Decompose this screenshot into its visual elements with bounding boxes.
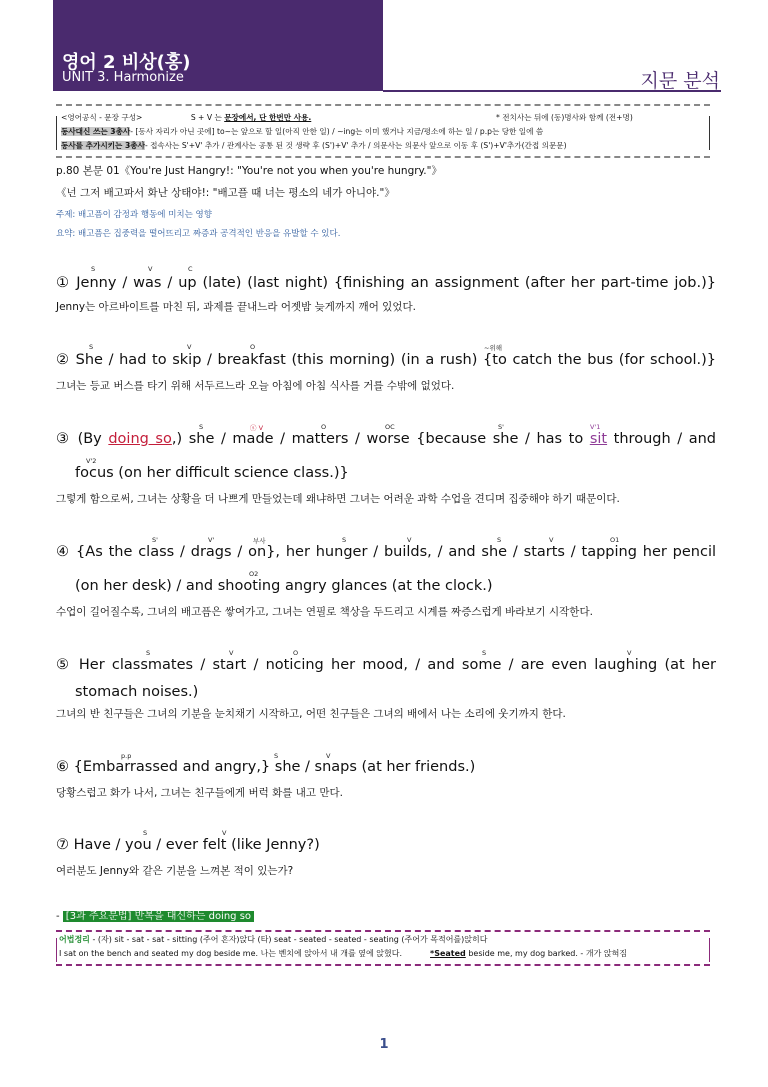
annotation: S bbox=[89, 343, 94, 351]
vocab-label: 어법정리 bbox=[59, 935, 90, 944]
guide-line-3 bbox=[61, 140, 567, 151]
annotation: S bbox=[482, 649, 487, 657]
passage-summary: 요약: 배고픔은 집중력을 떨어뜨리고 짜증과 공격적인 반응을 유발할 수 있다. bbox=[56, 229, 341, 239]
vocab-line-2 bbox=[59, 948, 627, 959]
annotation: O1 bbox=[610, 536, 620, 544]
annotation: ⓢ V bbox=[250, 424, 264, 432]
sentence-6: ⑥ {Embarrassed and angry,} she / snaps (at her friends.) bbox=[56, 759, 476, 775]
page-number: 1 bbox=[379, 1037, 389, 1052]
sentence-3-part: through / and bbox=[607, 431, 716, 447]
annotation: V bbox=[407, 536, 412, 544]
translation-6: 당황스럽고 화가 나서, 그녀는 친구들에게 버럭 화를 내고 만다. bbox=[56, 787, 343, 799]
vocab-left-bar bbox=[56, 938, 57, 962]
translation-3: 그렇게 함으로써, 그녀는 상황을 더 나쁘게 만들었는데 왜냐하면 그녀는 어려운 과학 수업을 견디며 집중해야 하기 때문이다. bbox=[56, 493, 620, 505]
sentence-7: ⑦ Have / you / ever felt (like Jenny?) bbox=[56, 837, 320, 853]
annotation: V bbox=[549, 536, 554, 544]
annotation: O2 bbox=[249, 570, 259, 578]
sentence-3 bbox=[56, 422, 716, 456]
page-title: 영어 2 비상(홍) bbox=[62, 52, 191, 73]
annotation: V bbox=[187, 343, 192, 351]
vocab-example-1: I sat on the bench and seated my dog beside me. 나는 벤치에 앉아서 내 개를 옆에 앉혔다. bbox=[59, 949, 403, 958]
unit-label: UNIT 3. Harmonize bbox=[62, 70, 184, 85]
sentence-4-continued: (on her desk) / and shooting angry glances (at the clock.) bbox=[75, 578, 493, 594]
annotation: O bbox=[321, 423, 327, 431]
guide-line-2 bbox=[61, 126, 543, 137]
sentence-5: ⑤ Her classmates / start / noticing her mood, / and some / are even laughing (at her bbox=[56, 657, 716, 673]
annotation: V bbox=[627, 649, 632, 657]
guide-text-2: - [동사 자리가 아닌 곳에] to~는 앞으로 할 일(아직 안한 일) / ~ing는 이미 했거나 지금/평소에 하는 일 / p.p는 당한 일에 씀 bbox=[130, 127, 544, 136]
guide-highlight-2: 동사를 추가시키는 3총사 bbox=[61, 141, 145, 150]
doing-so-highlight: doing so bbox=[108, 431, 172, 447]
grammar-label: [3과 주요문법] 반복을 대신하는 doing so bbox=[63, 911, 254, 922]
grammar-guide-box bbox=[56, 104, 710, 158]
annotation: ~위해 bbox=[484, 344, 503, 352]
vocab-seated-word: *Seated bbox=[430, 949, 466, 958]
sentence-3-continued: focus (on her difficult science class.)} bbox=[75, 465, 349, 481]
sit-highlight: sit bbox=[589, 431, 608, 447]
annotation: O bbox=[293, 649, 299, 657]
sentence-2: ② She / had to skip / breakfast (this morning) (in a rush) {to catch the bus (for school.)} bbox=[56, 352, 716, 368]
vocab-text-1: - (자) sit - sat - sat - sitting (주어 혼자)앉다 (타) seat - seated - seated - seating (주어가 목적어를)앉히다 bbox=[89, 935, 488, 944]
vocab-line-1 bbox=[59, 934, 487, 945]
annotation: S bbox=[146, 649, 151, 657]
sentence-1: ① Jenny / was / up (late) (last night) {finishing an assignment (after her part-time job.)} bbox=[56, 275, 716, 291]
annotation: S bbox=[342, 536, 347, 544]
annotation: p.p bbox=[121, 752, 132, 760]
annotation: V bbox=[229, 649, 234, 657]
annotation: S bbox=[143, 829, 148, 837]
section-title: 지문 분석 bbox=[640, 70, 720, 92]
translation-4: 수업이 길어질수록, 그녀의 배고픔은 쌓여가고, 그녀는 연필로 책상을 두드리고 시계를 짜증스럽게 바라보기 시작한다. bbox=[56, 606, 593, 618]
grammar-dash: - bbox=[56, 911, 63, 922]
translation-1: Jenny는 아르바이트를 마친 뒤, 과제를 끝내느라 어젯밤 늦게까지 깨어 있었다. bbox=[56, 301, 416, 313]
passage-topic: 주제: 배고픔이 감정과 행동에 미치는 영향 bbox=[56, 210, 212, 220]
annotation: S bbox=[91, 265, 96, 273]
translation-5: 그녀의 반 친구들은 그녀의 기분을 눈치채기 시작하고, 어떤 친구들은 그녀의 배에서 나는 소리에 웃기까지 한다. bbox=[56, 708, 566, 720]
annotation: V'2 bbox=[86, 457, 97, 465]
passage-source: p.80 본문 01《You're Just Hangry!: "You're not you when you're hungry."》 bbox=[56, 165, 442, 177]
annotation: V' bbox=[208, 536, 215, 544]
guide-line-1 bbox=[61, 112, 311, 123]
translation-2: 그녀는 등교 버스를 타기 위해 서두르느라 오늘 아침에 아침 식사를 거를 수밖에 없었다. bbox=[56, 380, 455, 392]
annotation: S' bbox=[152, 536, 158, 544]
translation-7: 여러분도 Jenny와 같은 기분을 느껴본 적이 있는가? bbox=[56, 865, 294, 877]
header-banner bbox=[53, 0, 383, 91]
guide-preposition-note: * 전치사는 뒤에 (동)명사와 함께 (전+명) bbox=[496, 113, 633, 122]
passage-source-korean: 《넌 그저 배고파서 화난 상태야!: "배고플 때 너는 평소의 네가 아니야."》 bbox=[56, 187, 395, 199]
sentence-5-continued: stomach noises.) bbox=[75, 684, 199, 700]
guide-highlight-1: 동사대신 쓰는 3총사 bbox=[61, 127, 131, 136]
sentence-4: ④ {As the class / drags / on}, her hunger / builds, / and she / starts / tapping her pencil bbox=[56, 544, 716, 560]
annotation: S bbox=[497, 536, 502, 544]
guide-right-bar bbox=[709, 116, 710, 150]
annotation: V bbox=[222, 829, 227, 837]
annotation: S' bbox=[498, 423, 504, 431]
vocab-example-2: beside me, my dog barked. - 개가 앉혀짐 bbox=[465, 949, 628, 958]
grammar-note bbox=[56, 907, 254, 922]
annotation: S bbox=[274, 752, 279, 760]
annotation: C bbox=[188, 265, 193, 273]
annotation: V'1 bbox=[590, 423, 601, 431]
guide-text-3: - 접속사는 S'+V' 추가 / 관계사는 공통 된 것 생략 후 (S')+V' 추가 / 의문사는 의문사 앞으로 이동 후 (S')+V'추가(간접 의문문) bbox=[144, 141, 567, 150]
guide-formula-bold: 문장에서, 단 한번만 사용. bbox=[224, 113, 312, 122]
annotation: V bbox=[148, 265, 153, 273]
annotation: OC bbox=[385, 423, 395, 431]
guide-left-bar bbox=[56, 116, 57, 150]
guide-formula: S + V 는 bbox=[190, 113, 225, 122]
annotation: O bbox=[250, 343, 256, 351]
annotation: S bbox=[199, 423, 204, 431]
guide-heading: <영어공식 - 문장 구성> bbox=[61, 113, 143, 122]
sentence-3-part: ③ (By bbox=[56, 431, 109, 447]
annotation: 부사 bbox=[253, 537, 266, 545]
annotation: V bbox=[326, 752, 331, 760]
vocabulary-box bbox=[56, 930, 710, 966]
vocab-right-bar bbox=[709, 938, 710, 962]
sentence-3-part: ,) she / made / matters / worse {because she / has to bbox=[171, 431, 590, 447]
